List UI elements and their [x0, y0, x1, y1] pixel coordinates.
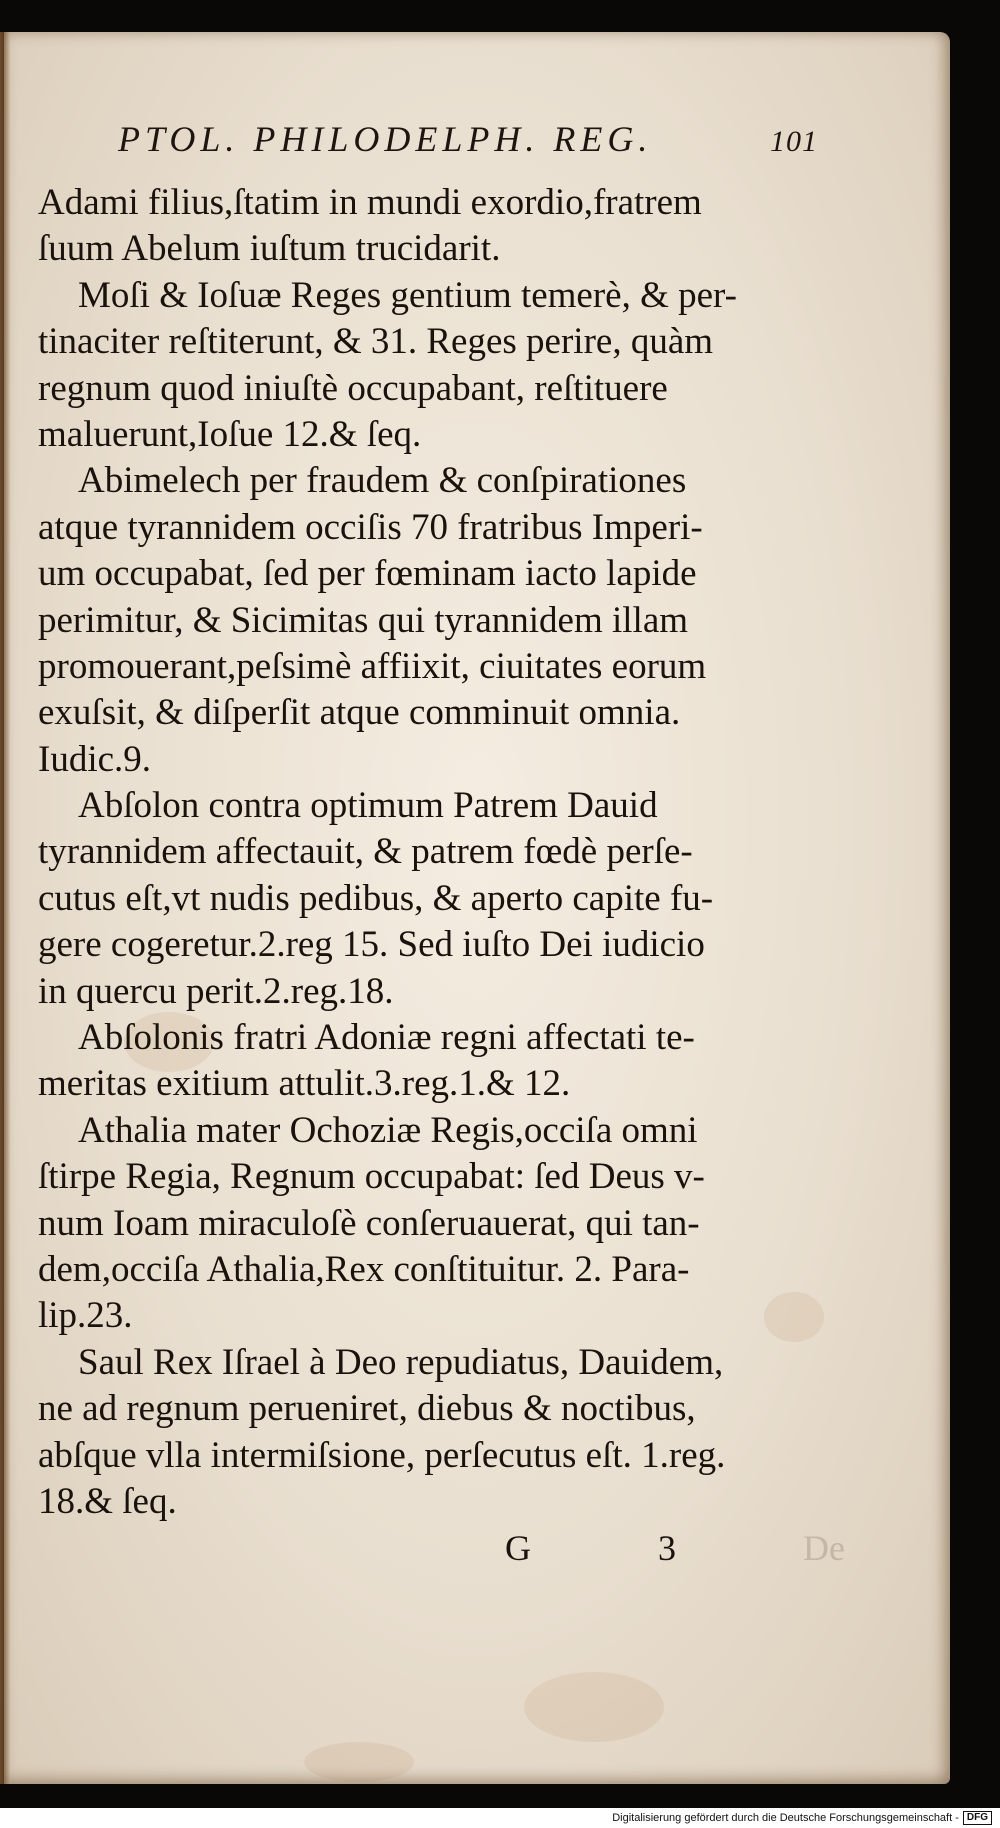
text-line: um occupabat, ſed per fœminam iacto lapide: [38, 553, 697, 595]
text-line: maluerunt,Ioſue 12.& ſeq.: [38, 413, 422, 455]
text-line: regnum quod iniuſtè occupabant, reſtituere: [38, 367, 668, 409]
running-header: [118, 118, 818, 160]
text-line: promouerant,peſsimè affiixit, ciuitates eorum: [38, 645, 707, 687]
dfg-logo: DFG: [963, 1811, 992, 1825]
signature-number: 3: [658, 1528, 676, 1568]
text-line: gere cogeretur.2.reg 15. Sed iuſto Dei iudicio: [38, 924, 705, 966]
text-line: Abſolon contra optimum Patrem Dauid: [78, 785, 658, 827]
digitization-footer: [0, 1808, 1000, 1828]
text-line: 18.& ſeq.: [38, 1480, 177, 1522]
text-line: cutus eſt,vt nudis pedibus, & aperto capite fu-: [38, 877, 714, 919]
text-line: perimitur, & Sicimitas qui tyrannidem illam: [38, 599, 689, 641]
text-line: Moſi & Ioſuæ Reges gentium temerè, & per-: [78, 274, 737, 316]
text-line: tyrannidem affectauit, & patrem fœdè perſe-: [38, 831, 693, 873]
text-line: abſque vlla intermiſsione, perſecutus eſt. 1.reg.: [38, 1434, 726, 1476]
text-line: exuſsit, & diſperſit atque comminuit omnia.: [38, 692, 681, 734]
text-line: Saul Rex Iſrael à Deo repudiatus, Dauidem,: [78, 1341, 724, 1383]
text-line: meritas exitium attulit.3.reg.1.& 12.: [38, 1063, 571, 1105]
footer-credit: Digitalisierung gefördert durch die Deutsche Forschungsgemeinschaft -: [612, 1812, 959, 1824]
catchword: De: [803, 1528, 845, 1568]
text-line: in quercu perit.2.reg.18.: [38, 970, 394, 1012]
text-line: ſuum Abelum iuſtum trucidarit.: [38, 228, 501, 270]
text-line: dem,occiſa Athalia,Rex conſtituitur. 2. Para-: [38, 1248, 690, 1290]
text-line: atque tyrannidem occiſis 70 fratribus Imperi-: [38, 506, 703, 548]
text-line: Abimelech per fraudem & conſpirationes: [78, 460, 687, 502]
signature-mark: G: [505, 1528, 531, 1568]
signature-line: [505, 1527, 845, 1569]
foxing-stain: [524, 1672, 664, 1742]
body-text: [38, 180, 818, 1525]
running-title: PTOL. PHILODELPH. REG.: [118, 119, 653, 159]
page-gutter: [0, 32, 10, 1784]
text-line: num Ioam miraculoſè conſeruauerat, qui tan-: [38, 1202, 700, 1244]
text-line: ſtirpe Regia, Regnum occupabat: ſed Deus v-: [38, 1156, 705, 1198]
text-line: ne ad regnum perueniret, diebus & noctibus,: [38, 1388, 696, 1430]
page-number: 101: [770, 125, 818, 158]
text-line: Iudic.9.: [38, 738, 152, 780]
text-line: Adami filius,ſtatim in mundi exordio,fratrem: [38, 182, 702, 223]
text-line: Abſolonis fratri Adoniæ regni affectati te-: [78, 1017, 695, 1059]
text-line: lip.23.: [38, 1295, 133, 1337]
text-line: tinaciter reſtiterunt, & 31. Reges perire, quàm: [38, 321, 714, 363]
text-line: Athalia mater Ochoziæ Regis,occiſa omni: [78, 1109, 698, 1151]
foxing-stain: [304, 1742, 414, 1782]
